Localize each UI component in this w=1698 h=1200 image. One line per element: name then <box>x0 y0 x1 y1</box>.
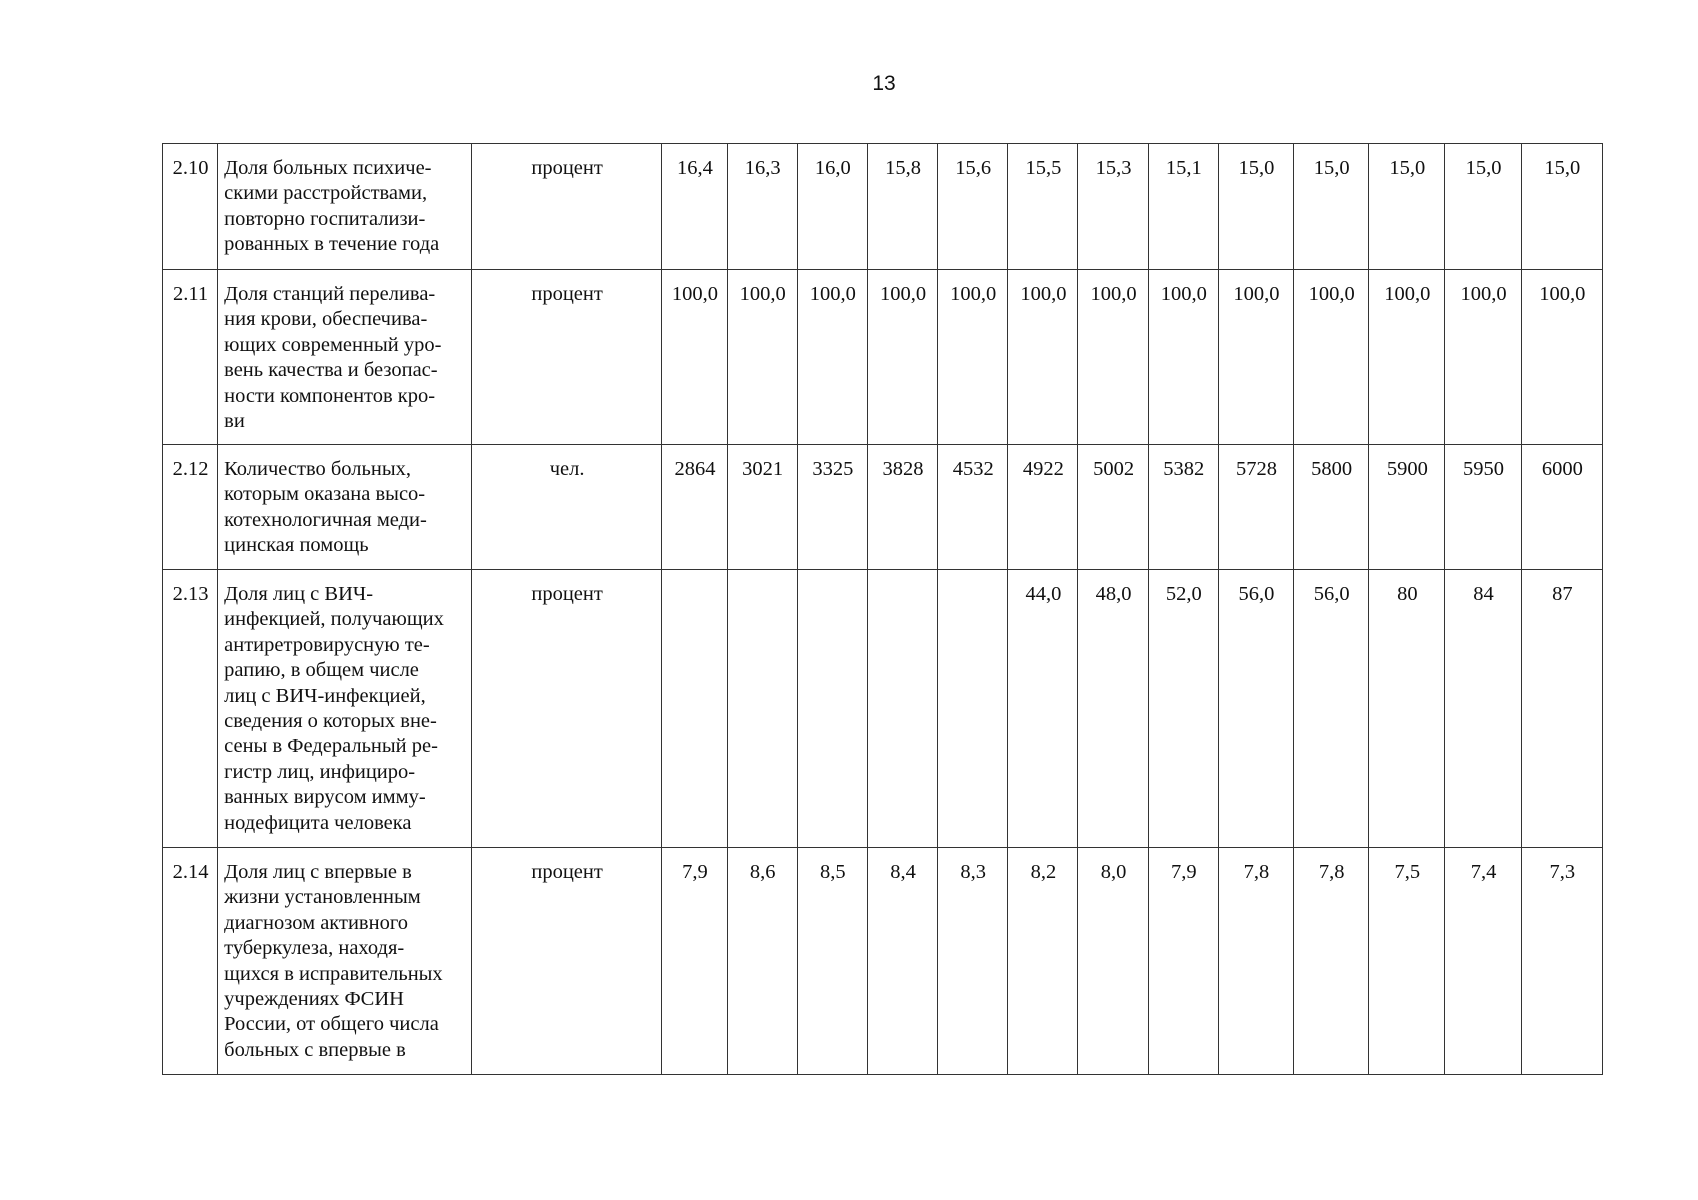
value-cell: 3828 <box>867 445 937 570</box>
row-number-cell: 2.13 <box>163 570 218 848</box>
table-row <box>163 570 1603 848</box>
value-cell: 8,2 <box>1008 848 1078 1075</box>
value-cell: 100,0 <box>662 270 727 445</box>
value-cell: 100,0 <box>1294 270 1369 445</box>
value-cell: 7,4 <box>1445 848 1521 1075</box>
value-cell: 3325 <box>797 445 867 570</box>
value-cell: 3021 <box>727 445 797 570</box>
value-cell: 15,3 <box>1078 144 1148 270</box>
value-cell: 5900 <box>1369 445 1445 570</box>
value-cell: 5800 <box>1294 445 1369 570</box>
value-cell: 100,0 <box>1445 270 1521 445</box>
value-cell: 100,0 <box>1148 270 1218 445</box>
value-cell <box>662 570 727 848</box>
value-cell: 4532 <box>938 445 1008 570</box>
indicator-name-cell: Количество больных, которым оказана высо- котехнологичная меди- цинская помощь <box>218 445 472 570</box>
indicator-name-cell: Доля лиц с впервые в жизни установленным диагнозом активного туберкулеза, находя- щихся в исправительных учреждениях ФСИН России, от общего числа больных с впервые в <box>218 848 472 1075</box>
value-cell: 15,6 <box>938 144 1008 270</box>
value-cell <box>797 570 867 848</box>
value-cell: 100,0 <box>867 270 937 445</box>
value-cell: 5002 <box>1078 445 1148 570</box>
table-row <box>163 270 1603 445</box>
value-cell <box>938 570 1008 848</box>
value-cell: 7,9 <box>1148 848 1218 1075</box>
value-cell <box>867 570 937 848</box>
row-number-cell: 2.12 <box>163 445 218 570</box>
value-cell: 100,0 <box>727 270 797 445</box>
value-cell: 15,0 <box>1294 144 1369 270</box>
value-cell: 15,0 <box>1218 144 1293 270</box>
value-cell: 15,1 <box>1148 144 1218 270</box>
value-cell: 100,0 <box>1008 270 1078 445</box>
value-cell: 16,0 <box>797 144 867 270</box>
value-cell: 87 <box>1521 570 1602 848</box>
value-cell: 6000 <box>1521 445 1602 570</box>
value-cell: 15,0 <box>1369 144 1445 270</box>
value-cell: 7,5 <box>1369 848 1445 1075</box>
value-cell: 100,0 <box>938 270 1008 445</box>
value-cell: 7,3 <box>1521 848 1602 1075</box>
table-body <box>163 144 1603 1075</box>
value-cell: 16,4 <box>662 144 727 270</box>
value-cell: 56,0 <box>1218 570 1293 848</box>
value-cell: 100,0 <box>1218 270 1293 445</box>
value-cell <box>727 570 797 848</box>
row-number-cell: 2.10 <box>163 144 218 270</box>
unit-cell: процент <box>471 848 662 1075</box>
value-cell: 15,0 <box>1521 144 1602 270</box>
value-cell: 7,8 <box>1218 848 1293 1075</box>
value-cell: 8,0 <box>1078 848 1148 1075</box>
value-cell: 48,0 <box>1078 570 1148 848</box>
row-number-cell: 2.14 <box>163 848 218 1075</box>
value-cell: 80 <box>1369 570 1445 848</box>
value-cell: 84 <box>1445 570 1521 848</box>
unit-cell: процент <box>471 270 662 445</box>
value-cell: 15,8 <box>867 144 937 270</box>
value-cell: 5950 <box>1445 445 1521 570</box>
unit-cell: процент <box>471 144 662 270</box>
table-row <box>163 445 1603 570</box>
value-cell: 100,0 <box>1521 270 1602 445</box>
value-cell: 52,0 <box>1148 570 1218 848</box>
value-cell: 7,8 <box>1294 848 1369 1075</box>
value-cell: 5728 <box>1218 445 1293 570</box>
value-cell: 56,0 <box>1294 570 1369 848</box>
indicator-name-cell: Доля лиц с ВИЧ- инфекцией, получающих антиретровирусную те- рапию, в общем числе лиц с ВИЧ-инфекцией, сведения о которых вне- сены в Федеральный ре- гистр лиц, инфициро- ванных вирусом имму- нодефицита человека <box>218 570 472 848</box>
value-cell: 100,0 <box>1078 270 1148 445</box>
indicators-table <box>162 143 1603 1075</box>
value-cell: 15,0 <box>1445 144 1521 270</box>
table-row <box>163 144 1603 270</box>
value-cell: 8,3 <box>938 848 1008 1075</box>
indicator-name-cell: Доля станций перелива- ния крови, обеспечива- ющих современный уро- вень качества и безопас- ности компонентов кро- ви <box>218 270 472 445</box>
value-cell: 44,0 <box>1008 570 1078 848</box>
row-number-cell: 2.11 <box>163 270 218 445</box>
value-cell: 100,0 <box>1369 270 1445 445</box>
value-cell: 2864 <box>662 445 727 570</box>
unit-cell: чел. <box>471 445 662 570</box>
value-cell: 8,4 <box>867 848 937 1075</box>
value-cell: 8,5 <box>797 848 867 1075</box>
value-cell: 100,0 <box>797 270 867 445</box>
value-cell: 7,9 <box>662 848 727 1075</box>
value-cell: 8,6 <box>727 848 797 1075</box>
table-row <box>163 848 1603 1075</box>
value-cell: 5382 <box>1148 445 1218 570</box>
page-number: 13 <box>872 72 896 95</box>
value-cell: 4922 <box>1008 445 1078 570</box>
unit-cell: процент <box>471 570 662 848</box>
value-cell: 16,3 <box>727 144 797 270</box>
indicator-name-cell: Доля больных психиче- скими расстройствами, повторно госпитализи- рованных в течение года <box>218 144 472 270</box>
value-cell: 15,5 <box>1008 144 1078 270</box>
